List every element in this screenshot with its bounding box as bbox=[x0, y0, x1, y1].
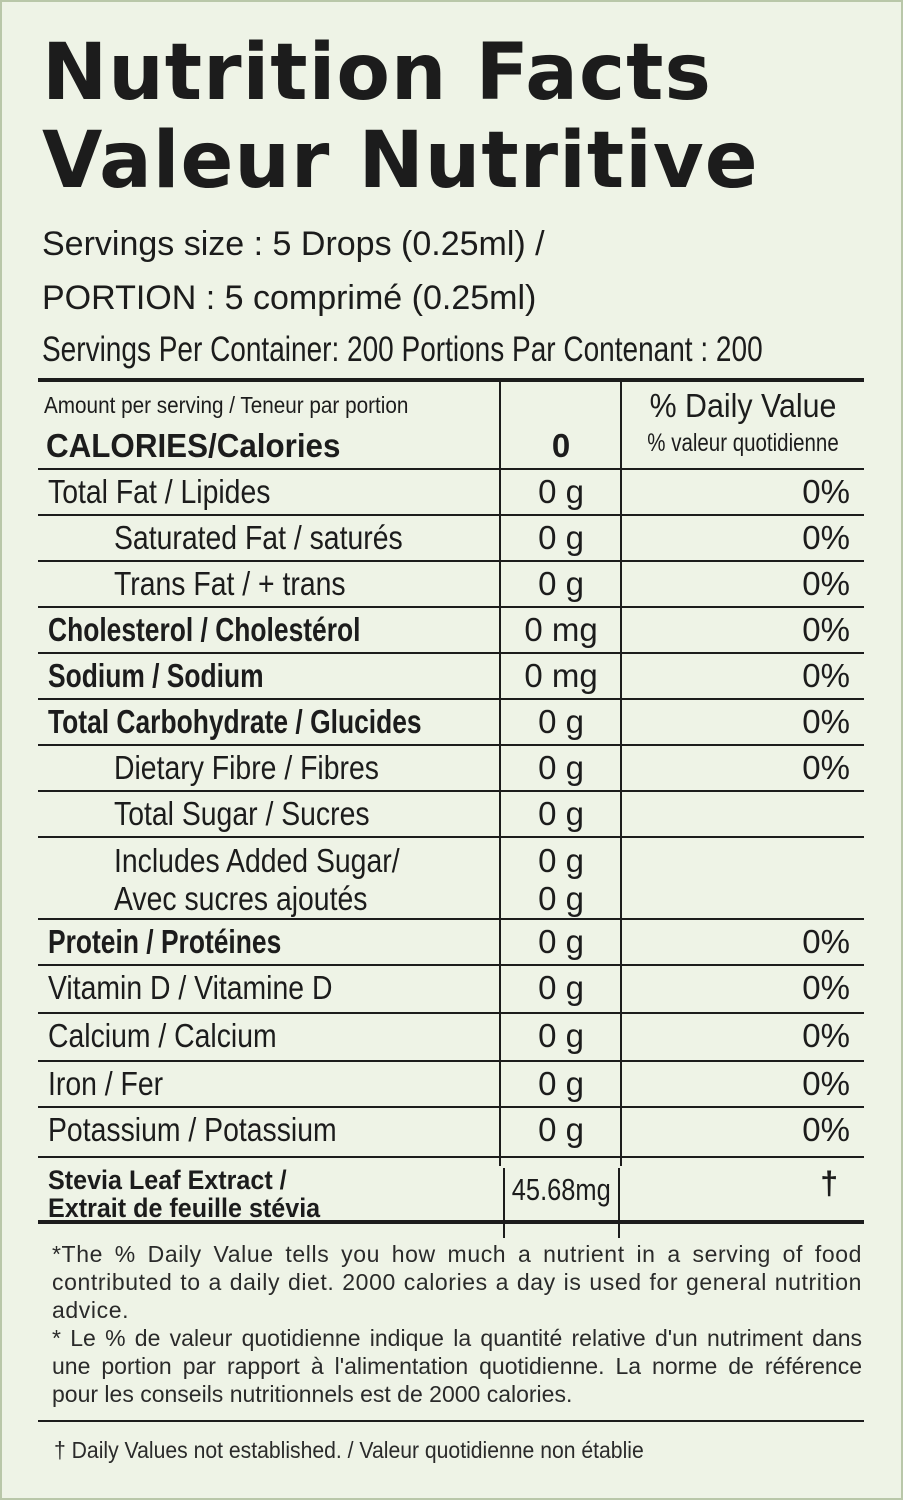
stevia-label-line-2: Extrait de feuille stévia bbox=[48, 1193, 321, 1223]
nutrient-row-added-sugar bbox=[38, 838, 864, 920]
nutrition-table bbox=[38, 378, 864, 1224]
nutrient-daily-value: 0% bbox=[802, 473, 850, 510]
calories-value: 0 bbox=[551, 427, 571, 464]
nutrient-row-total-fat bbox=[38, 470, 864, 516]
daily-value-header-french: % valeur quotidienne bbox=[647, 429, 839, 457]
nutrient-label: Saturated Fat / saturés bbox=[114, 519, 403, 556]
nutrient-label: Total Sugar / Sucres bbox=[114, 795, 370, 832]
nutrient-daily-value: 0% bbox=[802, 749, 850, 786]
stevia-row bbox=[38, 1156, 864, 1224]
nutrient-row-saturated-fat bbox=[38, 516, 864, 562]
nutrient-amount: 0 g bbox=[538, 795, 584, 832]
nutrient-amount: 0 g bbox=[538, 519, 584, 556]
portion-size: PORTION : 5 comprimé (0.25ml) bbox=[42, 279, 537, 317]
table-header-row bbox=[38, 382, 864, 470]
nutrient-amount: 0 mg bbox=[524, 611, 598, 648]
nutrient-label: Protein / Protéines bbox=[48, 923, 282, 960]
footnote-divider bbox=[38, 1420, 864, 1422]
nutrient-label: Vitamin D / Vitamine D bbox=[48, 969, 333, 1006]
footnote-daily-value-french: * Le % de valeur quotidienne indique la quantité relative d'un nutriment dans une portion par rapport à l'alimentation quotidienne. La norme de référence pour les conseils nutritionnels est de 2000 calories. bbox=[52, 1325, 862, 1407]
nutrient-row-calcium bbox=[38, 1014, 864, 1062]
nutrient-amount: 0 g bbox=[538, 1065, 584, 1102]
nutrient-amount: 0 g bbox=[538, 565, 584, 602]
dagger-mark: † bbox=[820, 1165, 838, 1201]
nutrient-amount: 0 g bbox=[538, 923, 584, 960]
nutrient-row-potassium bbox=[38, 1108, 864, 1156]
nutrient-amount bbox=[501, 842, 621, 918]
nutrient-row-protein bbox=[38, 920, 864, 966]
footnote-dagger: † Daily Values not established. / Valeur quotidienne non établie bbox=[54, 1437, 644, 1463]
title-english: Nutrition Facts bbox=[42, 28, 712, 118]
nutrient-label: Cholesterol / Cholestérol bbox=[48, 611, 361, 648]
nutrient-daily-value: 0% bbox=[802, 1065, 850, 1102]
nutrient-daily-value: 0% bbox=[802, 703, 850, 740]
servings-per-container: Servings Per Container: 200 Portions Par Contenant : 200 bbox=[42, 330, 763, 369]
nutrient-daily-value: 0% bbox=[802, 969, 850, 1006]
serving-size: Servings size : 5 Drops (0.25ml) / bbox=[42, 225, 545, 263]
nutrient-daily-value: 0% bbox=[802, 657, 850, 694]
nutrient-daily-value: 0% bbox=[802, 565, 850, 602]
nutrient-daily-value: 0% bbox=[802, 519, 850, 556]
nutrient-label: Dietary Fibre / Fibres bbox=[114, 749, 379, 786]
nutrient-label: Sodium / Sodium bbox=[48, 657, 264, 694]
nutrient-amount: 0 g bbox=[538, 969, 584, 1006]
footnote-daily-value-english: *The % Daily Value tells you how much a nutrient in a serving of food contributed to a daily diet. 2000 calories a day is used for general nutrition advice. bbox=[52, 1241, 862, 1323]
amount-per-serving-label: Amount per serving / Teneur par portion bbox=[44, 392, 409, 418]
nutrient-row-cholesterol bbox=[38, 608, 864, 654]
stevia-label bbox=[48, 1166, 320, 1222]
nutrient-amount-line-2: 0 g bbox=[538, 880, 584, 917]
nutrient-amount: 0 g bbox=[538, 473, 584, 510]
nutrient-amount: 0 g bbox=[538, 1111, 584, 1148]
nutrient-amount: 0 mg bbox=[524, 657, 598, 694]
title-french: Valeur Nutritive bbox=[42, 116, 759, 206]
nutrient-row-vitamin-d bbox=[38, 966, 864, 1014]
nutrient-label bbox=[114, 842, 400, 918]
nutrient-amount: 0 g bbox=[538, 1017, 584, 1054]
daily-value-header: % Daily Value bbox=[649, 387, 837, 424]
nutrient-row-trans-fat bbox=[38, 562, 864, 608]
nutrient-daily-value: 0% bbox=[802, 923, 850, 960]
nutrient-label: Calcium / Calcium bbox=[48, 1017, 277, 1054]
nutrient-label: Iron / Fer bbox=[48, 1065, 164, 1102]
nutrient-daily-value: 0% bbox=[802, 611, 850, 648]
nutrient-label: Total Carbohydrate / Glucides bbox=[48, 703, 422, 740]
nutrient-label: Total Fat / Lipides bbox=[48, 473, 271, 510]
nutrient-label-line-1: Includes Added Sugar/ bbox=[114, 842, 400, 879]
nutrient-amount-line-1: 0 g bbox=[538, 842, 584, 879]
nutrient-label: Trans Fat / + trans bbox=[114, 565, 346, 602]
nutrient-amount: 0 g bbox=[538, 749, 584, 786]
nutrient-daily-value: 0% bbox=[802, 1111, 850, 1148]
nutrient-row-total-sugar bbox=[38, 792, 864, 838]
nutrient-row-total-carbohydrate bbox=[38, 700, 864, 746]
nutrient-row-iron bbox=[38, 1062, 864, 1108]
nutrient-daily-value: 0% bbox=[802, 1017, 850, 1054]
nutrient-row-dietary-fibre bbox=[38, 746, 864, 792]
nutrient-row-sodium bbox=[38, 654, 864, 700]
nutrient-amount: 0 g bbox=[538, 703, 584, 740]
nutrient-label: Potassium / Potassium bbox=[48, 1111, 337, 1148]
stevia-label-line-1: Stevia Leaf Extract / bbox=[48, 1165, 287, 1195]
nutrient-label-line-2: Avec sucres ajoutés bbox=[114, 880, 368, 917]
calories-label: CALORIES/Calories bbox=[46, 427, 341, 464]
stevia-amount: 45.68mg bbox=[511, 1172, 611, 1207]
